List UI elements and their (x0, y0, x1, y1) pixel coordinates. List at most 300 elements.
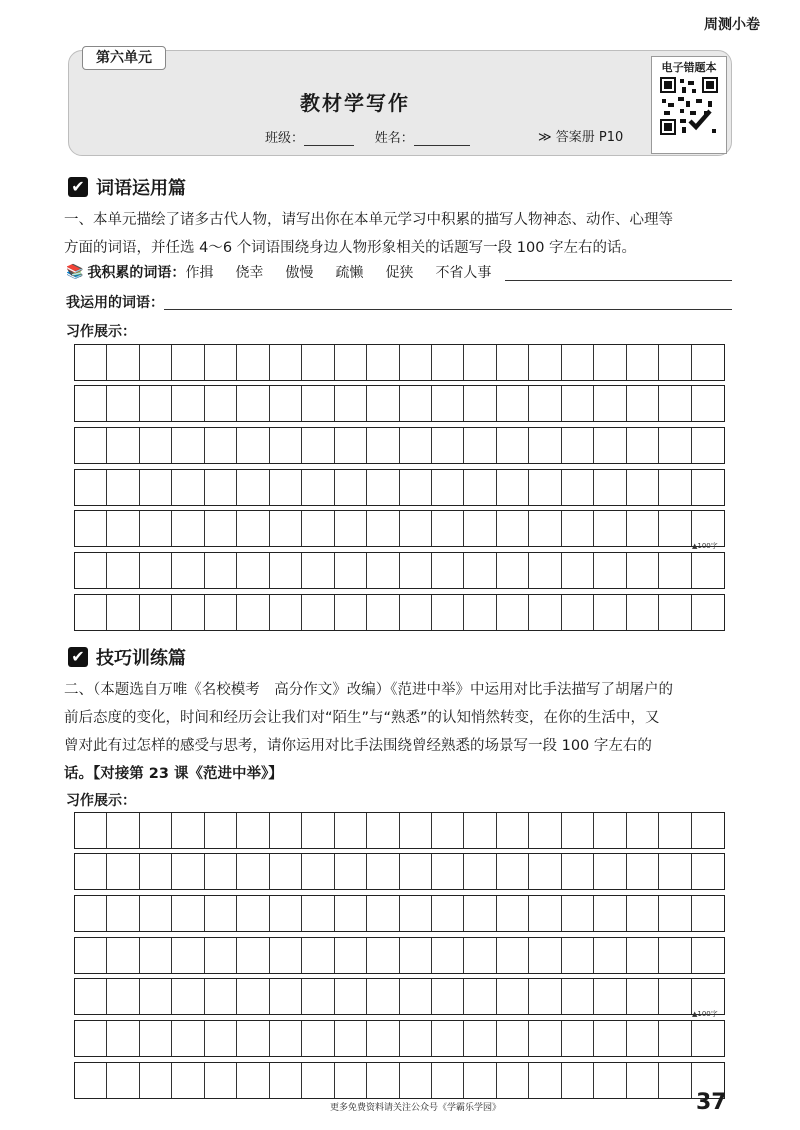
grid-cell[interactable] (659, 813, 691, 848)
grid-cell[interactable] (400, 386, 432, 421)
grid-cell[interactable] (562, 345, 594, 380)
grid-cell[interactable] (367, 553, 399, 588)
grid-cell[interactable] (594, 470, 626, 505)
grid-cell[interactable] (172, 896, 204, 931)
grid-cell[interactable] (335, 1063, 367, 1098)
grid-cell[interactable] (140, 470, 172, 505)
grid-cell[interactable] (172, 1063, 204, 1098)
grid-cell[interactable] (270, 386, 302, 421)
grid-cell[interactable] (594, 386, 626, 421)
grid-cell[interactable] (432, 938, 464, 973)
grid-cell[interactable] (400, 511, 432, 546)
grid-cell[interactable] (140, 854, 172, 889)
grid-cell[interactable] (562, 511, 594, 546)
grid-cell[interactable] (107, 1063, 139, 1098)
grid-cell[interactable] (497, 896, 529, 931)
grid-cell[interactable] (302, 511, 334, 546)
grid-cell[interactable] (529, 386, 561, 421)
grid-cell[interactable] (659, 511, 691, 546)
grid-cell[interactable] (140, 938, 172, 973)
grid-cell[interactable] (302, 470, 334, 505)
grid-cell[interactable] (464, 979, 496, 1014)
grid-cell[interactable] (497, 1063, 529, 1098)
grid-cell[interactable] (172, 854, 204, 889)
question2-line: 曾对此有过怎样的感受与思考，请你运用对比手法围绕曾经熟悉的场景写一段 100 字左右的 (64, 738, 652, 754)
grid-cell[interactable] (400, 428, 432, 463)
grid-cell[interactable] (140, 553, 172, 588)
grid-cell[interactable] (140, 896, 172, 931)
question2-line: 二、（本题选自万唯《名校模考 高分作文》改编）《范进中举》中运用对比手法描写了胡屠户的 (64, 682, 673, 698)
grid-cell[interactable] (659, 386, 691, 421)
grid-cell[interactable] (659, 938, 691, 973)
grid-cell[interactable] (367, 595, 399, 630)
grid-cell[interactable] (464, 511, 496, 546)
grid-cell[interactable] (335, 428, 367, 463)
grid-cell[interactable] (172, 386, 204, 421)
grid-cell[interactable] (205, 595, 237, 630)
grid-cell[interactable] (692, 896, 724, 931)
grid-cell[interactable] (270, 1063, 302, 1098)
grid-cell[interactable] (497, 595, 529, 630)
grid-cell[interactable] (302, 1063, 334, 1098)
grid-cell[interactable] (172, 1021, 204, 1056)
grid-cell[interactable] (75, 511, 107, 546)
grid-cell[interactable] (692, 470, 724, 505)
grid-cell[interactable] (237, 813, 269, 848)
grid-cell[interactable] (562, 938, 594, 973)
grid-cell[interactable] (302, 345, 334, 380)
grid-cell[interactable] (497, 428, 529, 463)
word-item: 侥幸 (235, 265, 264, 281)
grid-cell[interactable] (270, 813, 302, 848)
grid-cell[interactable] (335, 345, 367, 380)
grid-cell[interactable] (400, 345, 432, 380)
grid-cell[interactable] (107, 386, 139, 421)
grid-cell[interactable] (107, 553, 139, 588)
grid-cell[interactable] (594, 938, 626, 973)
grid-cell[interactable] (172, 595, 204, 630)
grid-cell[interactable] (367, 813, 399, 848)
grid-cell[interactable] (302, 979, 334, 1014)
grid-cell[interactable] (107, 511, 139, 546)
grid-cell[interactable] (172, 470, 204, 505)
grid-cell[interactable] (75, 553, 107, 588)
grid-cell[interactable] (692, 553, 724, 588)
grid-cell[interactable] (594, 595, 626, 630)
grid-cell[interactable] (270, 428, 302, 463)
grid-cell[interactable] (627, 938, 659, 973)
grid-cell[interactable] (237, 428, 269, 463)
grid-cell[interactable] (205, 511, 237, 546)
grid-cell[interactable] (75, 345, 107, 380)
grid-cell[interactable] (237, 553, 269, 588)
grid-row (74, 510, 725, 547)
grid-cell[interactable] (464, 854, 496, 889)
used-words-blank[interactable] (164, 292, 732, 310)
grid-cell[interactable] (627, 854, 659, 889)
display-label: 习作展示： (66, 793, 136, 809)
grid-cell[interactable] (529, 511, 561, 546)
grid-cell[interactable] (497, 386, 529, 421)
grid-cell[interactable] (107, 979, 139, 1014)
grid-cell[interactable] (140, 428, 172, 463)
grid-cell[interactable] (107, 1021, 139, 1056)
grid-cell[interactable] (302, 854, 334, 889)
grid-cell[interactable] (692, 854, 724, 889)
grid-cell[interactable] (627, 813, 659, 848)
grid-cell[interactable] (172, 813, 204, 848)
grid-cell[interactable] (140, 813, 172, 848)
grid-cell[interactable] (529, 938, 561, 973)
grid-cell[interactable] (627, 896, 659, 931)
section2-heading (68, 644, 186, 670)
grid-cell[interactable] (627, 345, 659, 380)
grid-cell[interactable] (627, 1021, 659, 1056)
grid-cell[interactable] (659, 896, 691, 931)
grid-cell[interactable] (594, 813, 626, 848)
grid-cell[interactable] (562, 813, 594, 848)
grid-cell[interactable] (659, 345, 691, 380)
grid-cell[interactable] (659, 595, 691, 630)
grid-cell[interactable] (237, 979, 269, 1014)
grid-cell[interactable] (432, 553, 464, 588)
grid-cell[interactable] (302, 896, 334, 931)
grid-cell[interactable] (237, 345, 269, 380)
grid-cell[interactable] (594, 553, 626, 588)
grid-cell[interactable] (75, 595, 107, 630)
grid-cell[interactable] (367, 428, 399, 463)
grid-cell[interactable] (497, 511, 529, 546)
grid-cell[interactable] (692, 386, 724, 421)
grid-cell[interactable] (432, 428, 464, 463)
grid-cell[interactable] (464, 1063, 496, 1098)
grid-cell[interactable] (659, 979, 691, 1014)
books-icon: 📚 (66, 264, 84, 280)
grid-cell[interactable] (172, 553, 204, 588)
grid-cell[interactable] (529, 1021, 561, 1056)
grid-cell[interactable] (692, 428, 724, 463)
grid-cell[interactable] (627, 1063, 659, 1098)
grid-cell[interactable] (659, 1021, 691, 1056)
grid-cell[interactable] (432, 813, 464, 848)
grid-cell[interactable] (107, 938, 139, 973)
grid-cell[interactable] (270, 979, 302, 1014)
grid-cell[interactable] (270, 595, 302, 630)
grid-cell[interactable] (237, 470, 269, 505)
grid-cell[interactable] (464, 813, 496, 848)
grid-cell[interactable] (464, 470, 496, 505)
grid-cell[interactable] (237, 386, 269, 421)
grid-cell[interactable] (464, 595, 496, 630)
grid-cell[interactable] (205, 896, 237, 931)
grid-cell[interactable] (172, 938, 204, 973)
grid-cell[interactable] (140, 1063, 172, 1098)
grid-cell[interactable] (75, 470, 107, 505)
grid-cell[interactable] (464, 553, 496, 588)
grid-cell[interactable] (400, 938, 432, 973)
grid-cell[interactable] (432, 854, 464, 889)
grid-cell[interactable] (302, 428, 334, 463)
grid-cell[interactable] (140, 386, 172, 421)
grid-cell[interactable] (237, 1021, 269, 1056)
grid-cell[interactable] (270, 511, 302, 546)
grid-cell[interactable] (659, 470, 691, 505)
grid-cell[interactable] (692, 1021, 724, 1056)
grid-cell[interactable] (562, 1063, 594, 1098)
grid-cell[interactable] (335, 938, 367, 973)
grid-cell[interactable] (237, 1063, 269, 1098)
mark-100: ▲100字 (692, 1010, 718, 1018)
grid-cell[interactable] (692, 938, 724, 973)
grid-cell[interactable] (497, 979, 529, 1014)
grid-cell[interactable] (270, 896, 302, 931)
accumulated-label: 我积累的词语： (87, 265, 186, 281)
grid-cell[interactable] (659, 854, 691, 889)
grid-cell[interactable] (367, 1021, 399, 1056)
grid-cell[interactable] (529, 896, 561, 931)
grid-cell[interactable] (400, 553, 432, 588)
grid-cell[interactable] (529, 979, 561, 1014)
grid-cell[interactable] (432, 386, 464, 421)
grid-cell[interactable] (367, 386, 399, 421)
grid-cell[interactable] (75, 1063, 107, 1098)
grid-cell[interactable] (107, 854, 139, 889)
grid-cell[interactable] (497, 813, 529, 848)
grid-cell[interactable] (400, 470, 432, 505)
grid-cell[interactable] (172, 428, 204, 463)
grid-cell[interactable] (172, 979, 204, 1014)
grid-cell[interactable] (270, 1021, 302, 1056)
grid-cell[interactable] (627, 553, 659, 588)
grid-cell[interactable] (692, 345, 724, 380)
grid-cell[interactable] (497, 553, 529, 588)
grid-cell[interactable] (335, 813, 367, 848)
grid-cell[interactable] (562, 428, 594, 463)
grid-cell[interactable] (594, 428, 626, 463)
grid-cell[interactable] (594, 345, 626, 380)
grid-cell[interactable] (627, 595, 659, 630)
grid-cell[interactable] (562, 854, 594, 889)
grid-cell[interactable] (529, 813, 561, 848)
grid-cell[interactable] (432, 345, 464, 380)
grid-cell[interactable] (367, 345, 399, 380)
grid-cell[interactable] (205, 854, 237, 889)
grid-cell[interactable] (627, 470, 659, 505)
grid-row (74, 469, 725, 506)
grid-cell[interactable] (107, 345, 139, 380)
check-icon: ✔ (68, 177, 88, 197)
grid-cell[interactable] (497, 938, 529, 973)
grid-cell[interactable] (367, 938, 399, 973)
grid-cell[interactable] (497, 854, 529, 889)
grid-cell[interactable] (400, 896, 432, 931)
grid-cell[interactable] (400, 1021, 432, 1056)
grid-cell[interactable] (335, 1021, 367, 1056)
grid-cell[interactable] (464, 938, 496, 973)
grid-cell[interactable] (107, 470, 139, 505)
grid-cell[interactable] (400, 854, 432, 889)
grid-cell[interactable] (140, 595, 172, 630)
grid-cell[interactable] (335, 979, 367, 1014)
grid-cell[interactable] (335, 553, 367, 588)
grid-cell[interactable] (367, 854, 399, 889)
grid-cell[interactable] (400, 1063, 432, 1098)
grid-cell[interactable] (529, 1063, 561, 1098)
question1-line: 一、本单元描绘了诸多古代人物，请写出你在本单元学习中积累的描写人物神态、动作、心理等 (64, 212, 673, 228)
grid-cell[interactable] (529, 428, 561, 463)
grid-cell[interactable] (594, 1063, 626, 1098)
grid-cell[interactable] (335, 896, 367, 931)
grid-cell[interactable] (400, 595, 432, 630)
grid-cell[interactable] (497, 470, 529, 505)
grid-cell[interactable] (432, 979, 464, 1014)
grid-cell[interactable] (692, 595, 724, 630)
grid-cell[interactable] (335, 470, 367, 505)
grid-cell[interactable] (270, 553, 302, 588)
grid-cell[interactable] (270, 938, 302, 973)
grid-cell[interactable] (140, 345, 172, 380)
grid-cell[interactable] (237, 896, 269, 931)
grid-cell[interactable] (367, 896, 399, 931)
grid-cell[interactable] (205, 345, 237, 380)
grid-cell[interactable] (562, 386, 594, 421)
grid-cell[interactable] (107, 428, 139, 463)
grid-row (74, 385, 725, 422)
qr-panel (651, 56, 727, 154)
grid-cell[interactable] (562, 553, 594, 588)
grid-cell[interactable] (627, 979, 659, 1014)
class-blank[interactable] (304, 145, 354, 146)
grid-cell[interactable] (367, 511, 399, 546)
grid-cell[interactable] (400, 813, 432, 848)
grid-cell[interactable] (464, 896, 496, 931)
grid-cell[interactable] (335, 595, 367, 630)
grid-cell[interactable] (107, 896, 139, 931)
grid-cell[interactable] (692, 813, 724, 848)
grid-cell[interactable] (464, 386, 496, 421)
grid-cell[interactable] (205, 1021, 237, 1056)
grid-cell[interactable] (529, 553, 561, 588)
grid-cell[interactable] (302, 1021, 334, 1056)
grid-cell[interactable] (594, 511, 626, 546)
grid-cell[interactable] (594, 979, 626, 1014)
grid-cell[interactable] (464, 345, 496, 380)
grid-cell[interactable] (464, 428, 496, 463)
grid-cell[interactable] (562, 595, 594, 630)
grid-cell[interactable] (75, 386, 107, 421)
grid-cell[interactable] (335, 386, 367, 421)
grid-cell[interactable] (205, 938, 237, 973)
grid-cell[interactable] (302, 813, 334, 848)
grid-cell[interactable] (529, 854, 561, 889)
grid-cell[interactable] (497, 1021, 529, 1056)
grid-cell[interactable] (75, 938, 107, 973)
grid-cell[interactable] (367, 1063, 399, 1098)
grid-cell[interactable] (75, 1021, 107, 1056)
grid-cell[interactable] (205, 386, 237, 421)
grid-cell[interactable] (302, 595, 334, 630)
name-blank[interactable] (414, 145, 470, 146)
accumulated-blank[interactable] (505, 264, 732, 281)
grid-cell[interactable] (75, 428, 107, 463)
grid-cell[interactable] (594, 1021, 626, 1056)
grid-cell[interactable] (335, 854, 367, 889)
grid-cell[interactable] (172, 345, 204, 380)
grid-cell[interactable] (562, 979, 594, 1014)
grid-cell[interactable] (562, 470, 594, 505)
class-name-row (265, 127, 470, 146)
grid-cell[interactable] (237, 854, 269, 889)
grid-cell[interactable] (464, 1021, 496, 1056)
grid-cell[interactable] (659, 428, 691, 463)
grid-cell[interactable] (270, 345, 302, 380)
grid-cell[interactable] (529, 470, 561, 505)
grid-cell[interactable] (205, 428, 237, 463)
grid-cell[interactable] (432, 511, 464, 546)
grid-cell[interactable] (562, 896, 594, 931)
grid-cell[interactable] (205, 470, 237, 505)
grid-cell[interactable] (237, 595, 269, 630)
grid-cell[interactable] (205, 1063, 237, 1098)
grid-cell[interactable] (367, 470, 399, 505)
grid-cell[interactable] (594, 896, 626, 931)
grid-cell[interactable] (562, 1021, 594, 1056)
grid-cell[interactable] (432, 1063, 464, 1098)
grid-cell[interactable] (140, 979, 172, 1014)
grid-cell[interactable] (107, 813, 139, 848)
grid-cell[interactable] (205, 813, 237, 848)
grid-cell[interactable] (529, 595, 561, 630)
grid-cell[interactable] (659, 553, 691, 588)
question2-text (64, 676, 734, 788)
grid-cell[interactable] (627, 511, 659, 546)
grid-cell[interactable] (75, 979, 107, 1014)
section2-heading-text: 技巧训练篇 (96, 648, 186, 669)
grid-cell[interactable] (140, 511, 172, 546)
grid-cell[interactable] (497, 345, 529, 380)
grid-cell[interactable] (237, 938, 269, 973)
display-label: 习作展示： (66, 324, 136, 340)
grid-cell[interactable] (400, 979, 432, 1014)
grid-cell[interactable] (107, 595, 139, 630)
grid-cell[interactable] (270, 854, 302, 889)
grid-cell[interactable] (432, 595, 464, 630)
grid-cell[interactable] (302, 386, 334, 421)
grid-cell[interactable] (302, 553, 334, 588)
grid-cell[interactable] (140, 1021, 172, 1056)
grid-cell[interactable] (627, 428, 659, 463)
grid-cell[interactable] (205, 979, 237, 1014)
grid-cell[interactable] (367, 979, 399, 1014)
grid-cell[interactable] (302, 938, 334, 973)
grid-cell[interactable] (529, 345, 561, 380)
grid-cell[interactable] (237, 511, 269, 546)
grid-cell[interactable] (432, 896, 464, 931)
grid-cell[interactable] (75, 896, 107, 931)
grid-cell[interactable] (172, 511, 204, 546)
grid-cell[interactable] (205, 553, 237, 588)
grid-cell[interactable] (270, 470, 302, 505)
grid-cell[interactable] (75, 813, 107, 848)
grid-row (74, 344, 725, 381)
grid-cell[interactable] (659, 1063, 691, 1098)
grid-cell[interactable] (432, 1021, 464, 1056)
grid-cell[interactable] (432, 470, 464, 505)
grid-cell[interactable] (627, 386, 659, 421)
grid-cell[interactable] (335, 511, 367, 546)
grid-cell[interactable] (75, 854, 107, 889)
grid-cell[interactable] (594, 854, 626, 889)
